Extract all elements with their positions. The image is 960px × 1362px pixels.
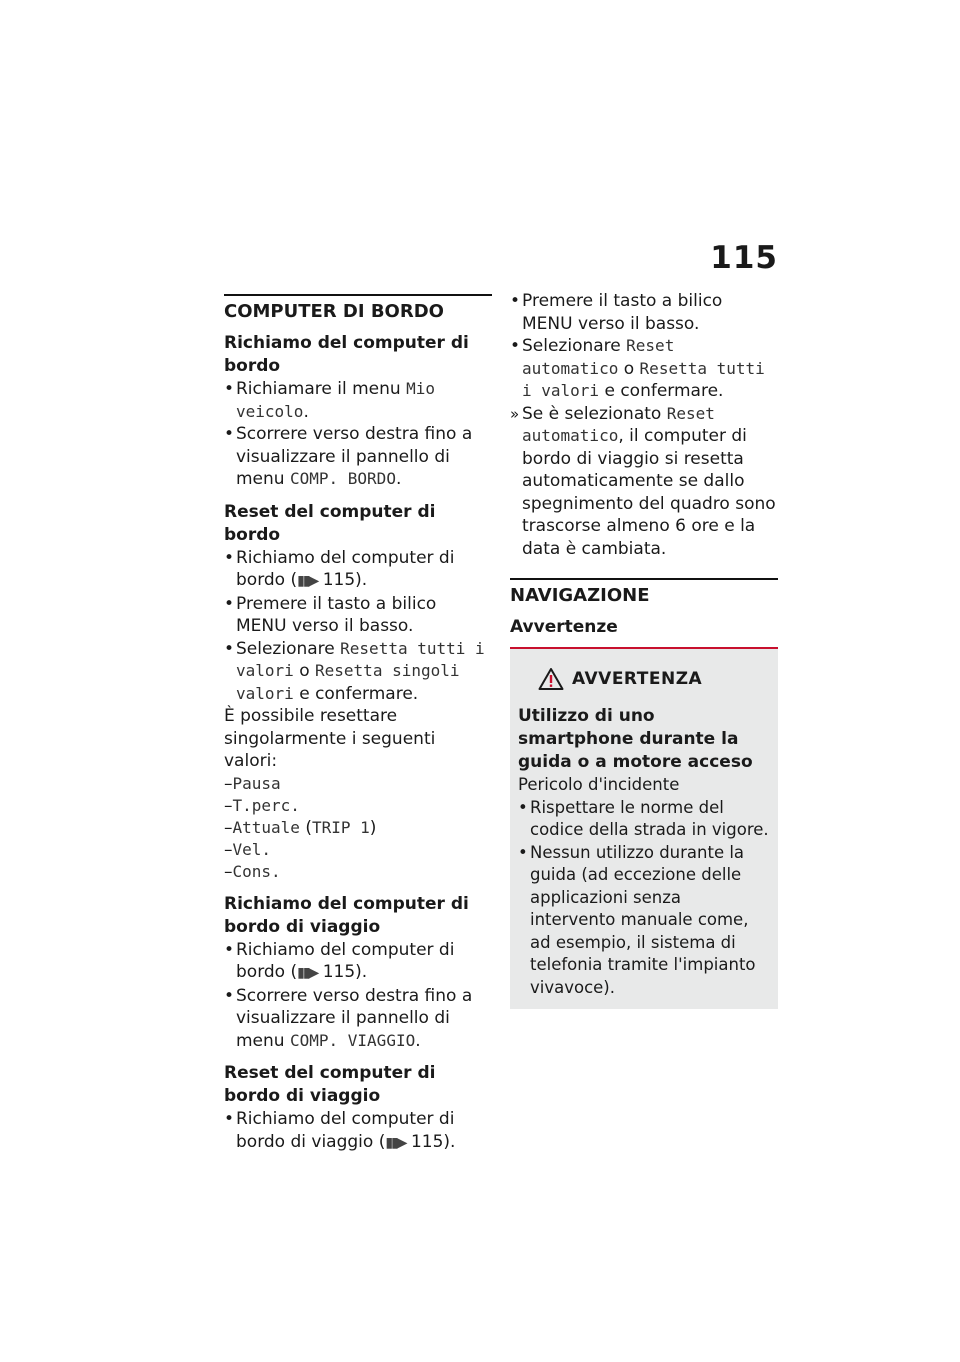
arrow-ref-icon: ▮▮▶ bbox=[297, 965, 318, 981]
list-item: • Richiamo del computer di bordo di viaggio (▮▮▶ 115). bbox=[224, 1108, 492, 1154]
list-item: • Richiamo del computer di bordo (▮▮▶ 115). bbox=[224, 547, 492, 593]
list-item: –Attuale (TRIP 1) bbox=[224, 817, 377, 838]
list-item: –Vel. bbox=[224, 839, 272, 860]
page-ref[interactable]: 115 bbox=[410, 1131, 444, 1152]
subhead-richiamo: Richiamo del computer di bordo bbox=[224, 333, 469, 376]
list-item: –Cons. bbox=[224, 861, 281, 882]
warning-header bbox=[538, 667, 770, 691]
page-ref[interactable]: 115 bbox=[322, 570, 356, 590]
list-item: • Richiamo del computer di bordo (▮▮▶ 115). bbox=[224, 939, 492, 985]
list-item: • Rispettare le norme del codice della strada in vigore. bbox=[518, 797, 770, 842]
list-item: –Pausa bbox=[224, 773, 281, 794]
list-item: • Selezionare Resetta tutti i valori o Resetta singoli valori e confermare. bbox=[224, 638, 492, 706]
page-number: 115 bbox=[710, 240, 778, 276]
subhead-reset-viaggio: Reset del computer di bordo di viaggio bbox=[224, 1063, 436, 1106]
list-item: • Nessun utilizzo durante la guida (ad eccezione delle applicazioni senza intervento manuale come, ad esempio, il sistema di telefonia tramite l'impianto vivavoce). bbox=[518, 842, 770, 1000]
arrow-ref-icon: ▮▮▶ bbox=[297, 573, 318, 589]
arrow-ref-icon: ▮▮▶ bbox=[385, 1134, 406, 1151]
list-item: • Premere il tasto a bilico MENU verso il basso. bbox=[510, 290, 778, 335]
subhead-richiamo-viaggio: Richiamo del computer di bordo di viaggio bbox=[224, 893, 469, 937]
section-title-navigazione: NAVIGAZIONE bbox=[510, 578, 778, 608]
list-item: • Selezionare Reset automatico o Resetta tutti i valori e confermare. bbox=[510, 335, 778, 403]
warning-box bbox=[510, 647, 778, 1009]
page-ref[interactable]: 115 bbox=[322, 962, 356, 982]
list-item: • Premere il tasto a bilico MENU verso il basso. bbox=[224, 593, 492, 638]
warning-title: Utilizzo di uno smartphone durante la guida o a motore acceso bbox=[518, 706, 753, 772]
list-item: • Scorrere verso destra fino a visualizzare il pannello di menu COMP. VIAGGIO. bbox=[224, 985, 492, 1053]
warning-hazard: Pericolo d'incidente bbox=[518, 775, 680, 794]
subhead-reset: Reset del computer di bordo bbox=[224, 501, 436, 545]
result-item: » Se è selezionato Reset automatico, il computer di bordo di viaggio si resetta automaticamente se dallo spegnimento del quadro sono trascorse almeno 6 ore e la data è cambiata. bbox=[510, 403, 778, 561]
subhead-avvertenze: Avvertenze bbox=[510, 617, 618, 637]
section-title-computer: COMPUTER DI BORDO bbox=[224, 294, 492, 324]
reset-note: È possibile resettare singolarmente i seguenti valori: bbox=[224, 706, 436, 771]
list-item: • Scorrere verso destra fino a visualizzare il pannello di menu COMP. BORDO. bbox=[224, 423, 492, 491]
list-item: • Richiamare il menu Mio veicolo. bbox=[224, 378, 492, 423]
warning-triangle-icon bbox=[538, 667, 564, 691]
right-column bbox=[510, 290, 778, 1009]
left-column bbox=[224, 294, 492, 1154]
warning-label: AVVERTENZA bbox=[572, 669, 703, 689]
list-item: –T.perc. bbox=[224, 795, 300, 816]
